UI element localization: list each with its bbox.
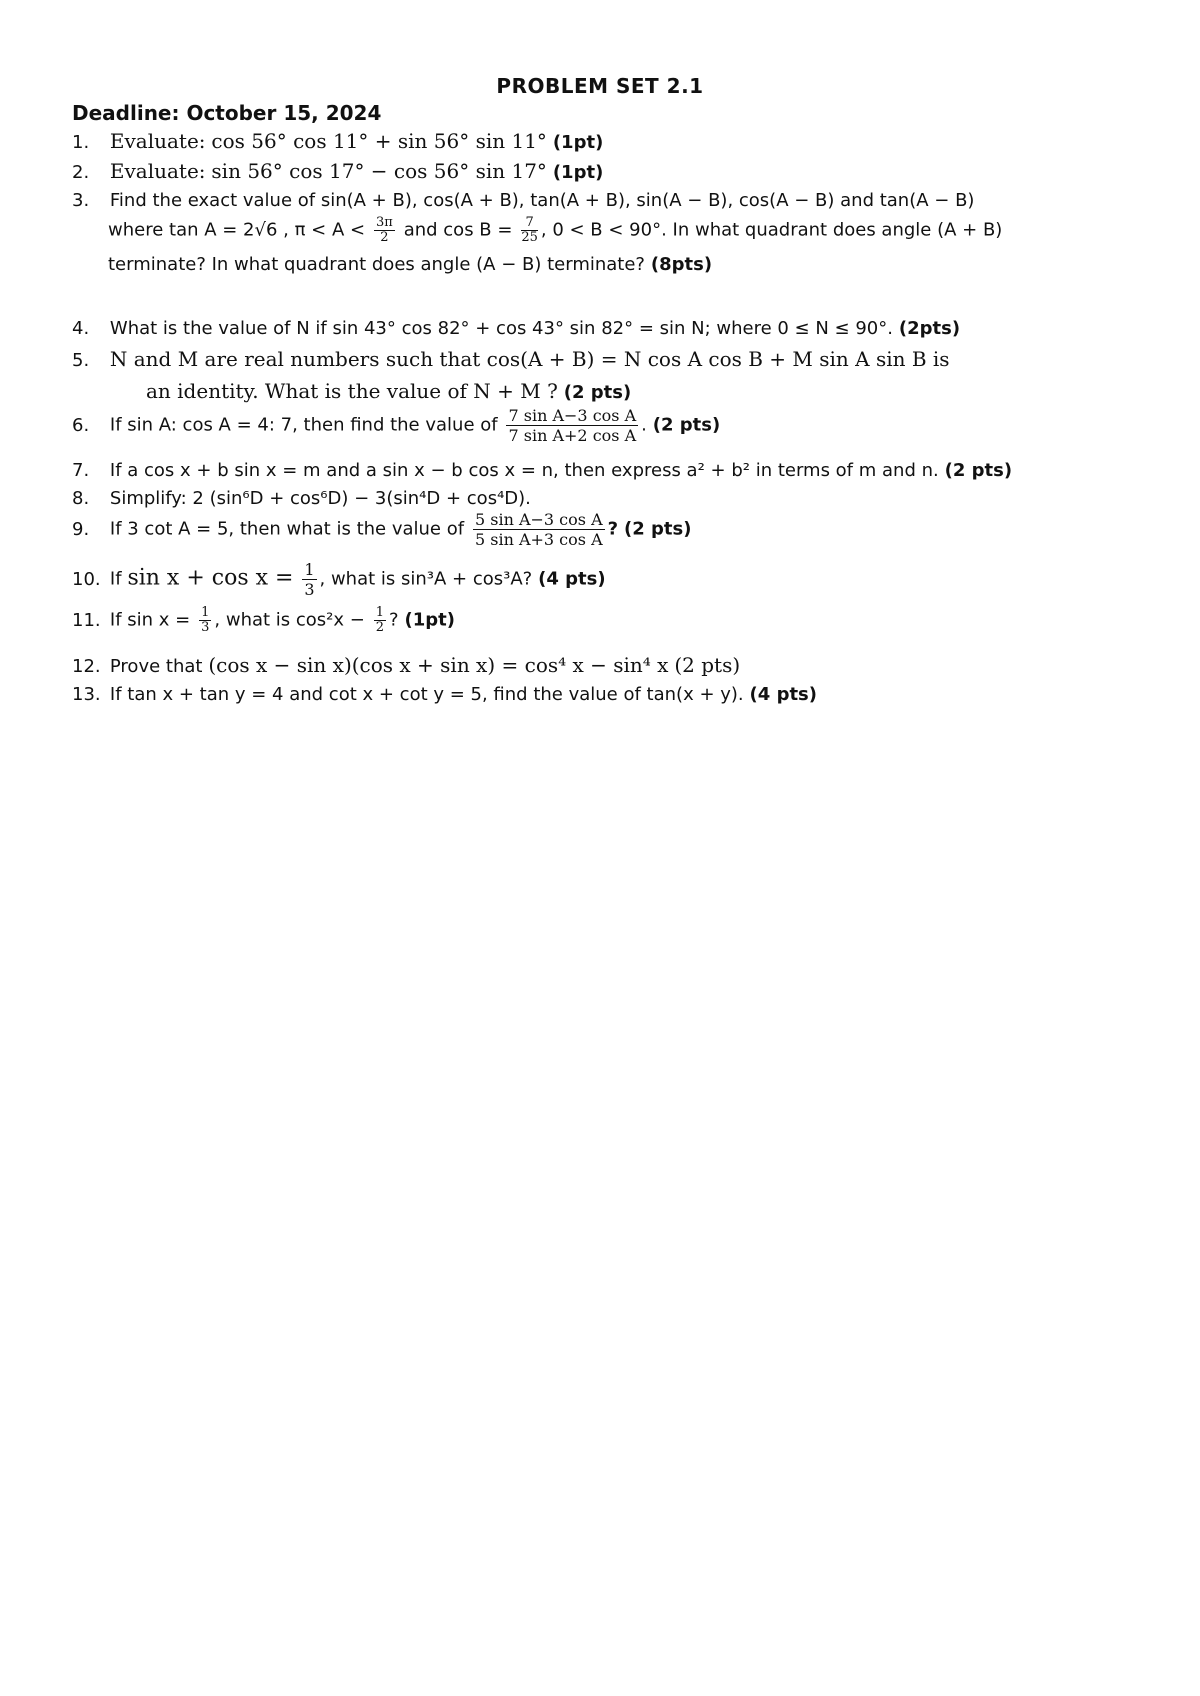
problem-number: 4. — [72, 318, 90, 339]
problem-text: If tan x + tan y = 4 and cot x + cot y = 5, find the value of tan(x + y). — [109, 684, 744, 705]
problem-expression: sin 56° cos 17° − cos 56° sin 17° — [211, 159, 547, 183]
fraction-denominator: 25 — [521, 230, 538, 245]
problem-number: 12. — [72, 656, 101, 677]
problem-text: an identity. What is the value of N + M ? — [146, 379, 558, 403]
fraction-denominator: 3 — [201, 620, 210, 635]
fraction-numerator: 1 — [201, 605, 210, 620]
problem-number: 8. — [72, 488, 90, 509]
problem-9 — [72, 510, 1152, 549]
fraction-numerator: 1 — [375, 605, 385, 620]
fraction-denominator: 7 sin A+2 cos A — [508, 426, 637, 445]
fraction-denominator: 3 — [304, 580, 315, 599]
problem-text: and cos B = — [403, 219, 513, 241]
fraction — [199, 606, 211, 635]
problem-number: 5. — [72, 350, 90, 371]
fraction-denominator: 2 — [375, 620, 385, 635]
problem-text: N and M are real numbers such that cos(A + B) = N cos A cos B + M sin A sin B is — [109, 347, 950, 371]
problem-number: 2. — [72, 162, 90, 183]
problem-text: , what is sin³A + cos³A? — [319, 568, 533, 590]
points-badge: (2 pts) — [563, 382, 632, 403]
problem-text: , what is cos²x − — [214, 609, 365, 631]
problem-6 — [72, 406, 1152, 445]
problem-13 — [72, 682, 1152, 708]
points-badge: (2 pts) — [652, 414, 721, 436]
problem-5-line-2 — [146, 378, 1200, 406]
fraction-denominator: 2 — [380, 230, 389, 245]
problem-12 — [72, 652, 1152, 680]
problem-number: 7. — [72, 460, 90, 481]
problem-number: 9. — [72, 518, 90, 540]
problem-4 — [72, 316, 1152, 342]
points-badge: (1pt) — [404, 609, 455, 631]
fraction-numerator: 1 — [304, 560, 315, 579]
fraction — [302, 560, 316, 599]
problem-expression: sin x + cos x = — [127, 565, 294, 591]
problem-lead: Evaluate: — [109, 159, 206, 183]
problem-text: ? — [607, 518, 619, 540]
problem-text: If sin x = — [109, 609, 191, 631]
fraction-numerator: 7 — [521, 216, 538, 231]
problem-text: If a cos x + b sin x = m and a sin x − b cos x = n, then express a² + b² in terms of m and n. — [109, 460, 939, 481]
problem-expression: cos 56° cos 11° + sin 56° sin 11° — [211, 129, 547, 153]
fraction — [374, 606, 386, 635]
problem-expression: (cos x − sin x)(cos x + sin x) = cos⁴ x − sin⁴ x — [208, 653, 669, 677]
problem-11 — [72, 606, 1152, 635]
points-badge: (2pts) — [898, 318, 961, 339]
fraction — [374, 216, 395, 245]
problem-number: 10. — [72, 568, 101, 590]
problem-2 — [72, 158, 1152, 186]
problem-text: where tan A = 2√6 , π < A < — [108, 219, 366, 241]
problem-text: Find the exact value of sin(A + B), cos(A + B), tan(A + B), sin(A − B), cos(A − B) and tan(A − B) — [109, 190, 975, 211]
problem-text: If — [109, 568, 122, 590]
points-badge: (4 pts) — [749, 684, 817, 705]
points-badge: (1pt) — [552, 132, 604, 153]
problem-text: ? — [389, 609, 399, 631]
problem-3-line-2 — [108, 216, 1188, 245]
problem-3-line-3 — [108, 252, 1188, 278]
document-title: PROBLEM SET 2.1 — [496, 74, 704, 98]
deadline: Deadline: October 15, 2024 — [72, 101, 382, 125]
problem-text: . — [641, 414, 647, 436]
problem-text: If sin A: cos A = 4: 7, then find the value of — [109, 414, 498, 436]
fraction-numerator: 7 sin A−3 cos A — [508, 406, 637, 425]
points-badge: (2 pts) — [674, 653, 741, 677]
problem-1 — [72, 128, 1152, 156]
fraction — [506, 406, 638, 445]
points-badge: (4 pts) — [538, 568, 606, 590]
problem-5 — [72, 346, 1152, 374]
problem-8 — [72, 486, 1152, 512]
problem-number: 3. — [72, 190, 90, 211]
problem-number: 13. — [72, 684, 101, 705]
problem-text: , 0 < B < 90°. In what quadrant does angle (A + B) — [540, 219, 1003, 241]
points-badge: (2 pts) — [623, 518, 692, 540]
problem-text: Simplify: 2 (sin⁶D + cos⁶D) − 3(sin⁴D + cos⁴D). — [109, 488, 531, 509]
problem-number: 6. — [72, 414, 90, 436]
fraction — [521, 216, 538, 245]
points-badge: (1pt) — [552, 162, 604, 183]
fraction-numerator: 5 sin A−3 cos A — [474, 510, 603, 529]
problem-7 — [72, 458, 1152, 484]
fraction-numerator: 3π — [375, 215, 393, 230]
problem-text: What is the value of N if sin 43° cos 82° + cos 43° sin 82° = sin N; where 0 ≤ N ≤ 90°. — [109, 318, 893, 339]
problem-number: 11. — [72, 609, 101, 631]
problem-3 — [72, 188, 1152, 214]
problem-text: If 3 cot A = 5, then what is the value of — [109, 518, 465, 540]
fraction-denominator: 5 sin A+3 cos A — [474, 530, 603, 549]
problem-10 — [72, 560, 1152, 599]
fraction — [473, 510, 605, 549]
problem-number: 1. — [72, 132, 90, 153]
points-badge: (8pts) — [650, 254, 713, 275]
points-badge: (2 pts) — [944, 460, 1013, 481]
problem-lead: Evaluate: — [109, 129, 206, 153]
problem-text: terminate? In what quadrant does angle (A − B) terminate? — [108, 254, 645, 275]
problem-text: Prove that — [109, 656, 203, 677]
